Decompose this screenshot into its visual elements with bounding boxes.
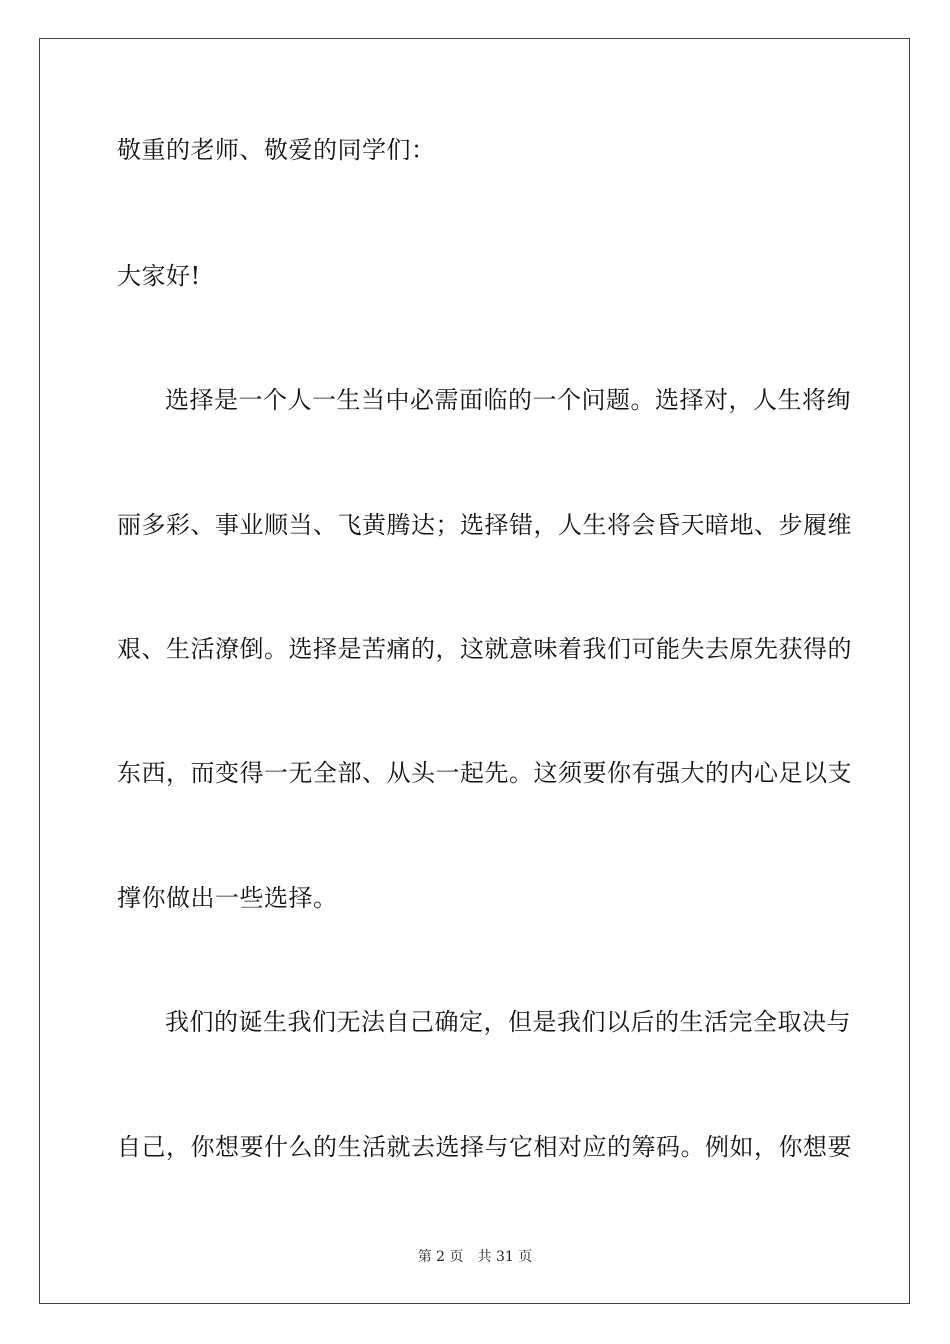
paragraph-1-line-5: 撑你做出一些选择。: [117, 884, 338, 912]
salutation-line: 敬重的老师、敬爱的同学们：: [117, 136, 436, 164]
page-border: [39, 38, 910, 1304]
greeting-line: 大家好!: [117, 262, 201, 290]
paragraph-1-line-3: 艰、生活潦倒。选择是苦痛的，这就意味着我们可能失去原先获得的: [117, 635, 852, 663]
paragraph-2-line-2: 自己，你想要什么的生活就去选择与它相对应的筹码。例如，你想要: [117, 1133, 852, 1161]
page-number: 第 2 页: [417, 1249, 464, 1265]
paragraph-1-line-4: 东西，而变得一无全部、从头一起先。这须要你有强大的内心足以支: [117, 759, 852, 787]
paragraph-1-line-2: 丽多彩、事业顺当、飞黄腾达；选择错，人生将会昏天暗地、步履维: [117, 511, 852, 539]
page-footer: [0, 1246, 950, 1266]
total-pages: 共 31 页: [477, 1249, 533, 1265]
paragraph-1-line-1: 选择是一个人一生当中必需面临的一个问题。选择对，人生将绚: [165, 386, 851, 414]
paragraph-2-line-1: 我们的诞生我们无法自己确定，但是我们以后的生活完全取决与: [165, 1008, 851, 1036]
